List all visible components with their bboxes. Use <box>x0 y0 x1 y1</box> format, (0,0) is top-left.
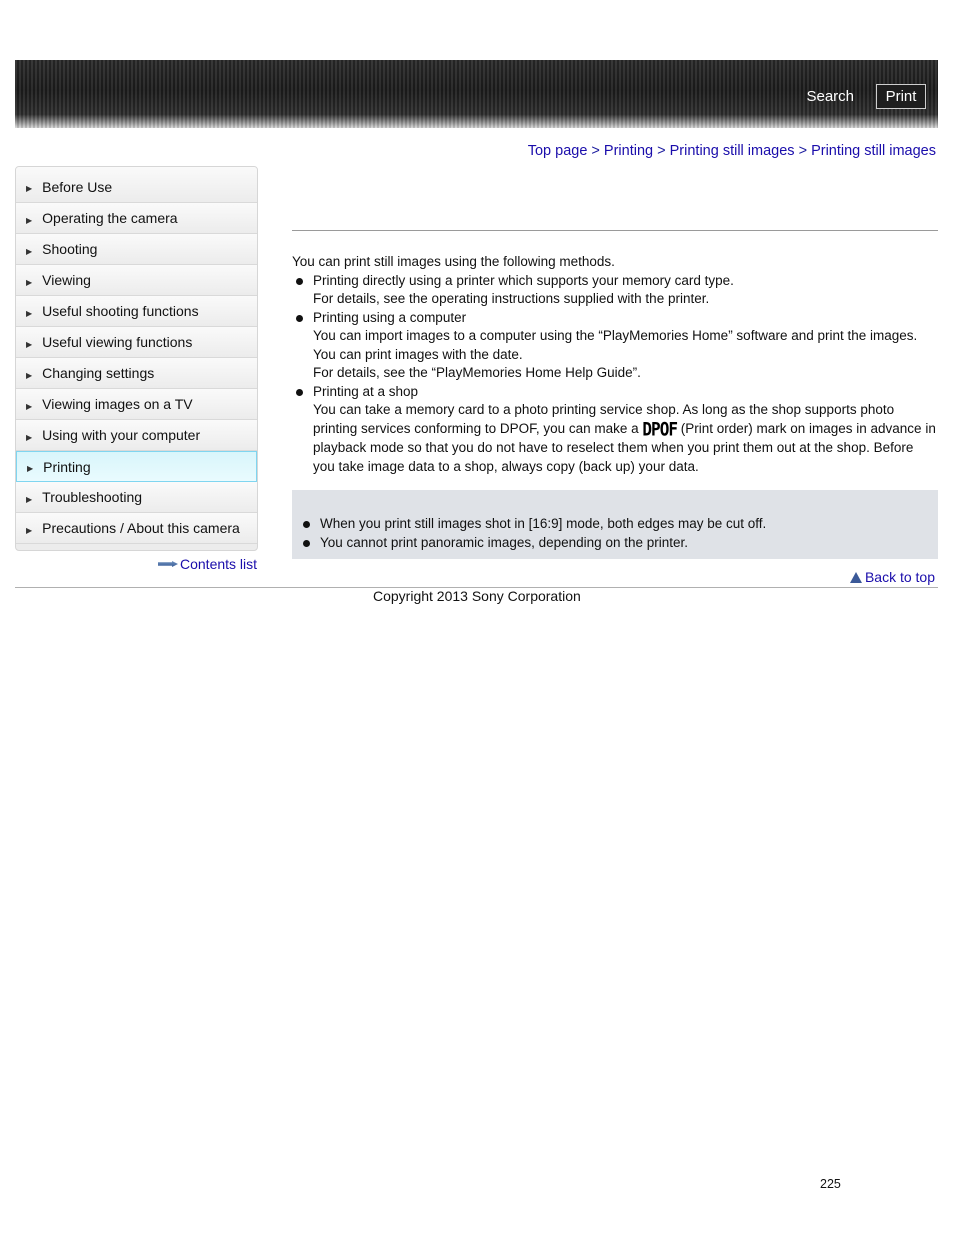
triangle-right-icon: ▶ <box>26 215 33 225</box>
note-box <box>292 490 938 559</box>
sidebar-item-label: Before Use <box>42 178 113 195</box>
breadcrumb-link-current[interactable]: Printing still images <box>811 143 936 159</box>
breadcrumb-link-printing-still-images[interactable]: Printing still images <box>669 143 795 159</box>
triangle-right-icon: ▶ <box>26 184 33 193</box>
sidebar-item-troubleshooting[interactable] <box>16 482 257 513</box>
sidebar-item-label: Changing settings <box>42 365 155 381</box>
triangle-right-icon: ▶ <box>26 494 33 504</box>
method-detail <box>313 401 938 476</box>
sidebar-nav <box>15 166 258 551</box>
contents-list-link[interactable] <box>158 556 257 572</box>
method-detail: You can import images to a computer using the “PlayMemories Home” software and print the images. You can print images with the date. <box>313 328 918 362</box>
sidebar-item-label: Useful viewing functions <box>42 334 193 350</box>
title-divider <box>292 230 938 231</box>
list-item: You cannot print panoramic images, depending on the printer. <box>299 534 766 553</box>
print-button[interactable]: Print <box>876 84 926 109</box>
list-item <box>292 272 938 309</box>
method-title: Printing at a shop <box>313 383 419 399</box>
method-detail: For details, see the “PlayMemories Home Help Guide”. <box>313 365 641 380</box>
sidebar-item-printing[interactable] <box>16 451 257 482</box>
list-item <box>292 309 938 383</box>
sidebar-item-useful-viewing-functions[interactable] <box>16 327 257 358</box>
copyright-text: Copyright 2013 Sony Corporation <box>373 588 581 604</box>
breadcrumb-separator: > <box>657 143 666 159</box>
back-to-top-label: Back to top <box>864 569 935 585</box>
triangle-right-icon: ▶ <box>26 370 33 380</box>
search-button[interactable]: Search <box>806 88 854 105</box>
shop-text-after: (Print order) mark on images in advance in playback mode so that you do not have to reselect them when you print them out at the shop. Before you take image data to a shop, always copy (back up) your data. <box>313 420 936 474</box>
list-item <box>292 383 938 477</box>
sidebar-item-label: Operating the camera <box>42 210 178 226</box>
breadcrumb <box>528 143 936 159</box>
sidebar-item-using-with-computer[interactable] <box>16 420 257 451</box>
breadcrumb-separator: > <box>591 143 600 159</box>
triangle-right-icon: ▶ <box>26 308 33 318</box>
main-content <box>292 253 938 476</box>
back-to-top-link[interactable] <box>850 569 935 585</box>
methods-list <box>292 272 938 477</box>
sidebar-item-label: Printing <box>43 458 91 475</box>
method-title: Printing using a computer <box>313 309 467 325</box>
breadcrumb-link-top-page[interactable]: Top page <box>527 143 588 159</box>
arrow-right-icon <box>158 561 178 567</box>
sidebar-item-precautions[interactable] <box>16 513 257 544</box>
notes-list <box>299 515 766 552</box>
triangle-right-icon: ▶ <box>26 525 33 535</box>
breadcrumb-separator: > <box>798 143 808 159</box>
triangle-right-icon: ▶ <box>27 464 34 473</box>
sidebar-item-changing-settings[interactable] <box>16 358 257 389</box>
dpof-icon: DPOF <box>642 417 677 440</box>
sidebar-item-label: Shooting <box>42 241 98 257</box>
sidebar-item-label: Troubleshooting <box>42 489 143 505</box>
sidebar-item-label: Precautions / About this camera <box>42 520 240 536</box>
sidebar-item-viewing[interactable] <box>16 265 257 296</box>
sidebar-item-operating-the-camera[interactable] <box>16 203 257 234</box>
triangle-right-icon: ▶ <box>26 401 33 411</box>
triangle-up-icon <box>850 572 862 583</box>
triangle-right-icon: ▶ <box>26 432 33 442</box>
contents-list-label: Contents list <box>180 556 258 572</box>
sidebar-item-before-use[interactable] <box>16 167 257 203</box>
triangle-right-icon: ▶ <box>26 277 33 287</box>
header-bar <box>15 60 938 128</box>
triangle-right-icon: ▶ <box>26 246 33 256</box>
sidebar-item-shooting[interactable] <box>16 234 257 265</box>
sidebar-item-label: Viewing <box>42 272 91 288</box>
page-number: 225 <box>820 1177 841 1191</box>
sidebar-item-label: Viewing images on a TV <box>42 396 193 412</box>
list-item: When you print still images shot in [16:9] mode, both edges may be cut off. <box>299 515 766 534</box>
shop-text-before: You can take a memory card to a photo printing service shop. As long as the shop supports photo printing services conforming to DPOF, you can make a <box>313 402 895 436</box>
sidebar-item-useful-shooting-functions[interactable] <box>16 296 257 327</box>
intro-text: You can print still images using the following methods. <box>292 254 615 269</box>
method-detail: For details, see the operating instructions supplied with the printer. <box>313 291 710 306</box>
breadcrumb-link-printing[interactable]: Printing <box>603 143 654 159</box>
sidebar-item-label: Useful shooting functions <box>42 303 199 319</box>
sidebar-item-viewing-images-on-tv[interactable] <box>16 389 257 420</box>
sidebar-item-label: Using with your computer <box>42 427 201 443</box>
method-title: Printing directly using a printer which supports your memory card type. <box>313 272 734 288</box>
triangle-right-icon: ▶ <box>26 339 33 349</box>
